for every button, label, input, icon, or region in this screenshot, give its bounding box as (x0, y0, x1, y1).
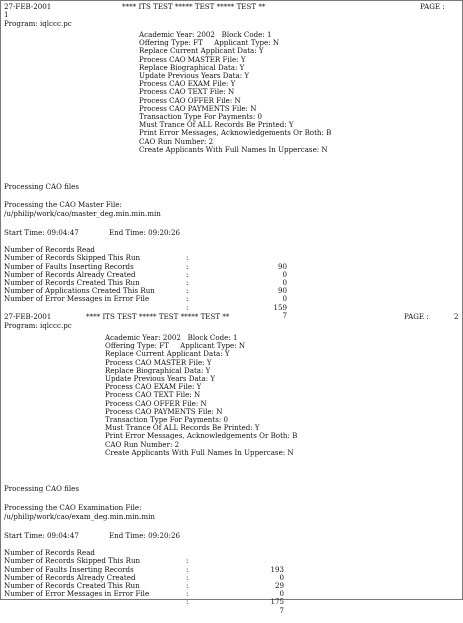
report-2-date: 27-FEB-2001 (4, 312, 52, 321)
stat-value: 7 (282, 310, 287, 320)
param-line: Replace Biographical Data: Y (105, 365, 211, 375)
report-2-start-time: Start Time: 09:04:47 (4, 531, 79, 540)
stat-colon: : (186, 253, 189, 263)
stat-colon: : (186, 261, 189, 271)
report-1-processing-label: Processing CAO files (4, 182, 79, 191)
stat-colon: : (186, 564, 189, 574)
stat-colon: : (186, 556, 189, 566)
stat-value: 29 (274, 580, 284, 590)
param-line: Must Trance Of ALL Records Be Printed: Y (105, 423, 260, 433)
param-line: Process CAO EXAM File: Y (105, 382, 202, 392)
stat-colon: : (186, 286, 189, 296)
stat-colon: : (186, 302, 189, 312)
report-2-program: Program: iqlccc.pc (4, 321, 72, 330)
report-2-title: **** ITS TEST ***** TEST ***** TEST ** (86, 312, 230, 321)
report-1-start-time: Start Time: 09:04:47 (4, 228, 79, 237)
param-line: Process CAO MASTER File: Y (105, 357, 212, 367)
param-line: Create Applicants With Full Names In Uppercase: N (139, 144, 328, 154)
stat-colon: : (186, 589, 189, 599)
stat-value: 159 (273, 302, 287, 312)
stat-label: Number of Error Messages in Error File (4, 294, 150, 304)
stat-colon: : (186, 277, 189, 287)
param-line: Process CAO PAYMENTS File: N (105, 406, 223, 416)
param-line: Process CAO TEXT File: N (105, 390, 201, 400)
param-line: Print Error Messages, Acknowledgements Or Both: B (105, 431, 298, 441)
param-line: Create Applicants With Full Names In Uppercase: N (105, 447, 294, 457)
report-1-file-heading: Processing the CAO Master File: (4, 200, 122, 209)
param-line: CAO Run Number: 2 (139, 136, 214, 146)
param-line: Process CAO TEXT File: N (139, 87, 235, 97)
stat-label: Number of Error Messages in Error File (4, 589, 150, 599)
report-2-header (4, 310, 459, 322)
param-line: Process CAO EXAM File: Y (139, 79, 236, 89)
stat-value: 0 (282, 294, 287, 304)
stat-colon: : (186, 572, 189, 582)
param-line: Process CAO OFFER File: N (105, 398, 207, 408)
stat-label: Number of Records Skipped This Run (4, 556, 141, 566)
param-line: Update Previous Years Data: Y (139, 71, 250, 81)
stat-colon: : (186, 269, 189, 279)
stat-label: Number of Records Created This Run (4, 277, 140, 287)
report-1-header (4, 3, 459, 12)
stat-value: 7 (279, 605, 284, 615)
report-2-file-path: /u/philip/work/cao/exam_deg.min.min.min (4, 512, 155, 521)
report-1-file-path: /u/philip/work/cao/master_deg.min.min.min (4, 209, 161, 218)
stat-value: 0 (282, 277, 287, 287)
stat-colon: : (186, 294, 189, 304)
report-2-page-number: 2 (454, 312, 459, 321)
stat-label: Number of Applications Created This Run (4, 286, 155, 296)
param-line: Replace Current Applicant Data: Y (139, 46, 264, 56)
stat-value: 0 (282, 269, 287, 279)
stat-label: Number of Records Already Created (4, 269, 136, 279)
param-line: Replace Current Applicant Data: Y (105, 349, 230, 359)
param-line: Transaction Type For Payments: 0 (105, 415, 228, 425)
stat-value: 193 (270, 564, 284, 574)
stat-value: 90 (277, 261, 287, 271)
param-line: Update Previous Years Data: Y (105, 374, 216, 384)
param-line: Process CAO PAYMENTS File: N (139, 103, 257, 113)
param-line: Academic Year: 2002 Block Code: 1 (139, 30, 272, 39)
stat-label: Number of Records Created This Run (4, 580, 140, 590)
stat-label: Number of Faults Inserting Records (4, 564, 134, 574)
param-line: Process CAO OFFER File: N (139, 95, 241, 105)
param-line: CAO Run Number: 2 (105, 439, 180, 449)
report-2-parameters (105, 334, 297, 457)
report-2-page-label: PAGE : (404, 312, 429, 321)
param-line: Transaction Type For Payments: 0 (139, 112, 262, 122)
stat-label: Number of Records Read (4, 245, 95, 255)
report-2-processing-label: Processing CAO files (4, 484, 79, 493)
report-1-page-label: PAGE : (420, 2, 445, 11)
report-1-parameters (139, 31, 331, 154)
report-2-end-time: End Time: 09:20:26 (109, 531, 180, 540)
param-line: Print Error Messages, Acknowledgements Or Both: B (139, 128, 332, 138)
stat-value: 0 (279, 589, 284, 599)
report-1-program: Program: iqlccc.pc (4, 19, 72, 28)
stat-value: 0 (279, 572, 284, 582)
param-line: Offering Type: FT Applicant Type: N (139, 38, 280, 48)
stat-colon: : (186, 597, 189, 607)
stat-value: 90 (277, 286, 287, 296)
param-line: Offering Type: FT Applicant Type: N (105, 341, 246, 351)
param-line: Academic Year: 2002 Block Code: 1 (105, 333, 238, 342)
report-2-file-heading: Processing the CAO Examination File: (4, 503, 142, 512)
param-line: Must Trance Of ALL Records Be Printed: Y (139, 120, 294, 130)
report-1-title: **** ITS TEST ***** TEST ***** TEST ** (122, 2, 266, 11)
stat-value: 175 (270, 597, 284, 607)
report-1-date: 27-FEB-2001 (4, 2, 52, 11)
stat-colon: : (186, 580, 189, 590)
stat-label: Number of Records Already Created (4, 572, 136, 582)
param-line: Process CAO MASTER File: Y (139, 54, 246, 64)
param-line: Replace Biographical Data: Y (139, 62, 245, 72)
report-1-end-time: End Time: 09:20:26 (109, 228, 180, 237)
report-1-page-number: 1 (4, 10, 9, 19)
report-2-stats (4, 541, 284, 615)
stat-label: Number of Records Skipped This Run (4, 253, 141, 263)
stat-label: Number of Faults Inserting Records (4, 261, 134, 271)
stat-label: Number of Records Read (4, 548, 95, 558)
